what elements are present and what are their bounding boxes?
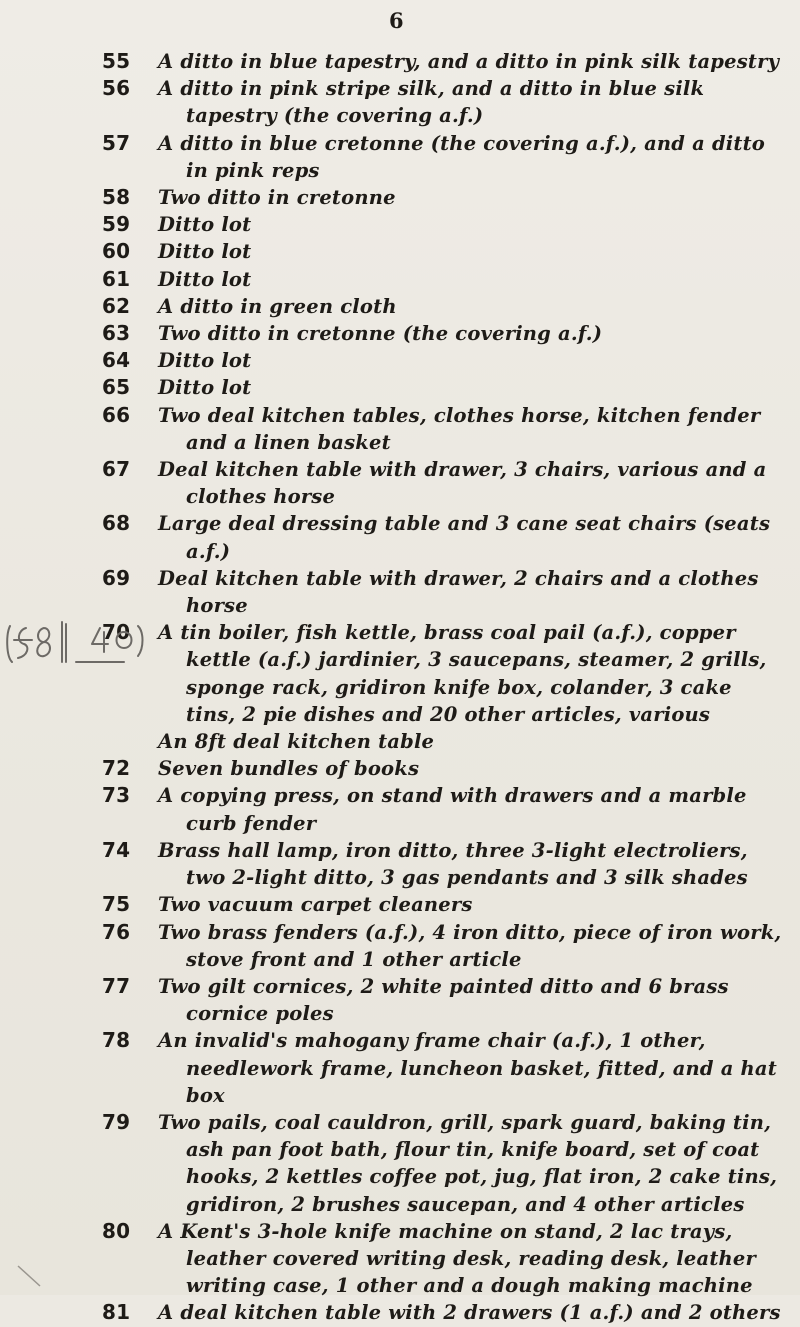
lot-entry-68: [0, 510, 800, 564]
lot-entry-67: [0, 456, 800, 510]
lot-description: A tin boiler, fish kettle, brass coal pail (a.f.), copper kettle (a.f.) jardinier, 3 saucepans, steamer, 2 grills, sponge rack, gridiron knife box, colander, 3 cake tins, 2 pie dishes and 20 other articles, various: [158, 621, 767, 726]
lot-number: 73: [102, 783, 131, 808]
pencil-annotation: [4, 612, 154, 668]
lot-number: 55: [102, 49, 131, 73]
lot-number: 66: [102, 402, 131, 427]
lot-description: An invalid's mahogany frame chair (a.f.), 1 other, needlework frame, luncheon basket, fitted, and a hat box: [158, 1029, 777, 1107]
lot-number: 56: [102, 76, 131, 101]
lot-number: 72: [102, 756, 131, 781]
lot-number: 77: [102, 973, 131, 998]
lot-entry-55: [0, 48, 800, 75]
lot-entry-66: [0, 402, 800, 456]
lot-description: Ditto lot: [158, 376, 252, 400]
lot-number: 59: [102, 212, 131, 237]
lot-description: A ditto in pink stripe silk, and a ditto in blue silk tapestry (the covering a.f.): [158, 77, 705, 128]
lot-description: Ditto lot: [158, 349, 252, 373]
lot-description: Two vacuum carpet cleaners: [158, 893, 473, 917]
lot-number: 68: [102, 511, 131, 536]
lot-description: A copying press, on stand with drawers and a marble curb fender: [158, 784, 747, 835]
lot-number: 63: [102, 321, 131, 346]
lot-entry-71: [0, 728, 800, 755]
lot-number: 78: [102, 1028, 131, 1053]
lot-description: A deal kitchen table with 2 drawers (1 a.f.) and 2 others: [158, 1301, 781, 1325]
lot-number: 75: [102, 892, 131, 917]
lot-number: 80: [102, 1218, 131, 1243]
lot-description: Deal kitchen table with drawer, 2 chairs and a clothes horse: [158, 566, 759, 618]
lot-entry-61: [0, 266, 800, 293]
lot-entry-76: [0, 919, 800, 973]
lot-description: A ditto in green cloth: [158, 294, 397, 318]
lot-entry-80: [0, 1218, 800, 1300]
lot-entry-59: [0, 211, 800, 238]
stray-pencil-mark: [14, 1262, 44, 1290]
lot-description: A ditto in blue tapestry, and a ditto in pink silk tapestry: [158, 50, 780, 73]
lot-number: 67: [102, 457, 131, 482]
lot-entry-78: [0, 1027, 800, 1109]
lot-number: 65: [102, 375, 131, 400]
lot-description: Ditto lot: [158, 240, 252, 264]
lot-number: 69: [102, 565, 131, 590]
lot-description: Large deal dressing table and 3 cane seat chairs (seats a.f.): [158, 512, 771, 563]
lot-description: Seven bundles of books: [158, 757, 420, 781]
lot-number: 79: [102, 1109, 131, 1134]
lot-entry-72: [0, 755, 800, 782]
lot-entry-77: [0, 973, 800, 1027]
lot-entry-65: [0, 374, 800, 401]
lot-entry-73: [0, 782, 800, 836]
lot-entry-75: [0, 891, 800, 918]
lot-number: 57: [102, 130, 131, 155]
handwritten-pencil-note: [4, 612, 154, 668]
lot-description: Two ditto in cretonne (the covering a.f.): [158, 322, 603, 346]
lot-entry-79: [0, 1109, 800, 1218]
lot-description: Two gilt cornices, 2 white painted ditto and 6 brass cornice poles: [158, 974, 729, 1026]
lot-entry-60: [0, 238, 800, 265]
lot-number: 62: [102, 293, 131, 318]
lot-number: 61: [102, 266, 131, 291]
lot-description: Brass hall lamp, iron ditto, three 3-light electroliers, two 2-light ditto, 3 gas pendants and 3 silk shades: [158, 838, 748, 890]
lot-description: A ditto in blue cretonne (the covering a.f.), and a ditto in pink reps: [158, 131, 766, 182]
lot-description: Deal kitchen table with drawer, 3 chairs, various and a clothes horse: [158, 458, 767, 509]
lot-list: [0, 48, 800, 1327]
lot-entry-57: [0, 130, 800, 184]
lot-description: Two brass fenders (a.f.), 4 iron ditto, piece of iron work, stove front and 1 other article: [158, 920, 782, 971]
lot-description: A Kent's 3-hole knife machine on stand, 2 lac trays, leather covered writing desk, reading desk, leather writing case, 1 other and a dough making machine: [158, 1219, 756, 1298]
lot-entry-58: [0, 184, 800, 211]
lot-description: Ditto lot: [158, 267, 252, 291]
lot-number: 58: [102, 185, 131, 210]
lot-entry-62: [0, 293, 800, 320]
page-number: 6: [389, 8, 404, 33]
lot-number: 70: [102, 620, 131, 645]
lot-description: An 8ft deal kitchen table: [158, 730, 435, 754]
lot-number: 60: [102, 239, 131, 264]
lot-number: 64: [102, 348, 131, 373]
lot-number: 74: [102, 837, 131, 862]
lot-description: Ditto lot: [158, 213, 252, 237]
lot-entry-64: [0, 347, 800, 374]
lot-number: 76: [102, 919, 131, 944]
lot-description: Two ditto in cretonne: [158, 186, 396, 210]
lot-entry-63: [0, 320, 800, 347]
lot-entry-81: [0, 1299, 800, 1326]
lot-number: 81: [102, 1300, 131, 1325]
lot-entry-56: [0, 75, 800, 129]
lot-description: Two deal kitchen tables, clothes horse, kitchen fender and a linen basket: [158, 403, 761, 454]
lot-entry-74: [0, 837, 800, 891]
lot-description: Two pails, coal cauldron, grill, spark guard, baking tin, ash pan foot bath, flour tin, knife board, set of coat hooks, 2 kettles coffee pot, jug, flat iron, 2 cake tins, gridiron, 2 brushes saucepan, and 4 other articles: [158, 1110, 778, 1216]
